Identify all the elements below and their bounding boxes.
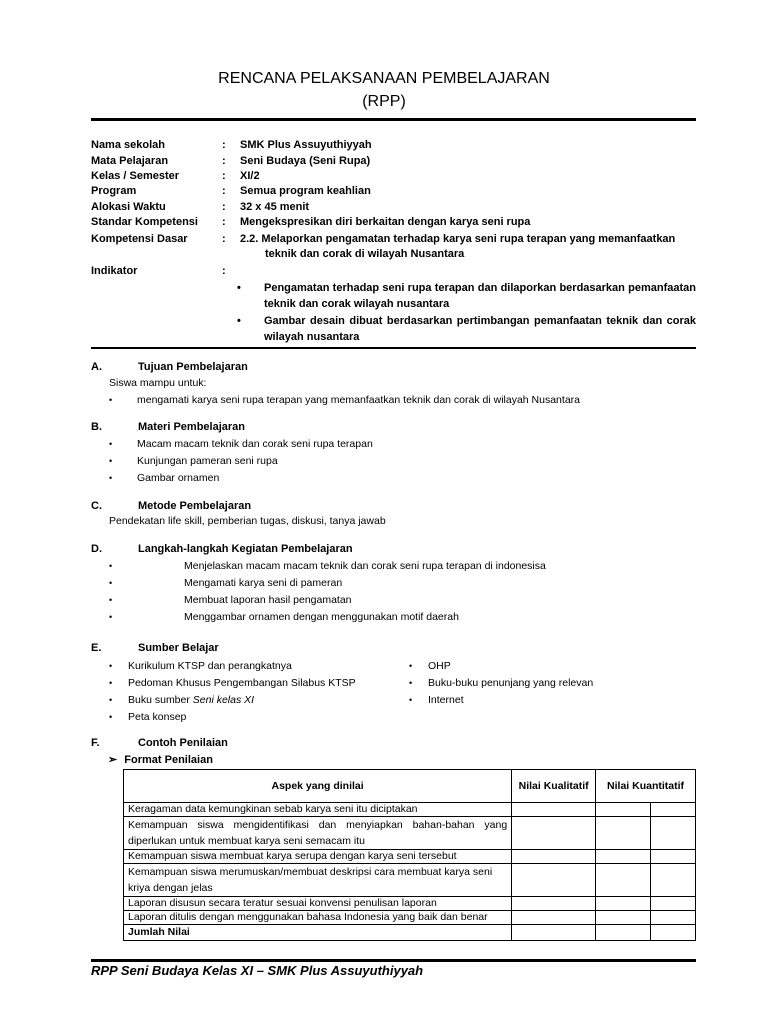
info-colon: : <box>222 233 226 245</box>
info-colon: : <box>222 265 226 277</box>
info-label: Alokasi Waktu <box>91 201 166 213</box>
assessment-table <box>123 769 696 941</box>
table-cell-aspek: Laporan ditulis dengan menggunakan bahasa Indonesia yang baik dan benar <box>124 911 512 925</box>
info-label: Kelas / Semester <box>91 170 180 182</box>
document-title: RENCANA PELAKSANAAN PEMBELAJARAN <box>218 70 550 87</box>
info-row <box>91 139 696 154</box>
format-penilaian-label: ➢ Format Penilaian <box>108 754 213 766</box>
table-row <box>124 850 696 864</box>
info-label: Indikator <box>91 265 138 277</box>
info-value: Seni Budaya (Seni Rupa) <box>240 155 371 167</box>
table-cell-aspek: Kemampuan siswa mengidentifikasi dan menyiapkan bahan-bahan yang diperlukan untuk membuat karya seni semacam itu <box>124 817 512 850</box>
info-row <box>91 185 696 200</box>
info-value: 32 x 45 menit <box>240 201 310 213</box>
info-row <box>91 170 696 185</box>
info-row <box>91 248 696 263</box>
table-row <box>124 803 696 817</box>
info-colon: : <box>222 170 226 182</box>
info-colon: : <box>222 155 226 167</box>
info-value: SMK Plus Assuyuthiyyah <box>240 139 372 151</box>
title-rule <box>91 118 696 121</box>
info-row <box>91 216 696 231</box>
info-row <box>91 201 696 216</box>
document-subtitle: (RPP) <box>362 93 406 110</box>
info-value: teknik dan corak di wilayah Nusantara <box>265 248 465 260</box>
info-label: Nama sekolah <box>91 139 165 151</box>
info-colon: : <box>222 216 226 228</box>
info-value: 2.2. Melaporkan pengamatan terhadap karya seni rupa terapan yang memanfaatkan <box>240 233 676 245</box>
section-c-text: Pendekatan life skill, pemberian tugas, diskusi, tanya jawab <box>109 515 386 527</box>
info-label: Program <box>91 185 137 197</box>
info-label: Standar Kompetensi <box>91 216 198 228</box>
section-a-intro: Siswa mampu untuk: <box>109 377 207 389</box>
info-value: XI/2 <box>240 170 260 182</box>
indicator-item: • Gambar desain dibuat berdasarkan pertimbangan pemanfaatan teknik dan corak wilayah nusantara <box>237 315 696 343</box>
page-footer: RPP Seni Budaya Kelas XI – SMK Plus Assuyuthiyyah <box>91 963 424 978</box>
table-cell-aspek: Keragaman data kemungkinan sebab karya seni itu diciptakan <box>124 803 512 817</box>
table-row <box>124 897 696 911</box>
table-cell-aspek: Kemampuan siswa merumuskan/membuat deskripsi cara membuat karya seni kriya dengan jelas <box>124 864 512 897</box>
table-cell-aspek: Laporan disusun secara teratur sesuai konvensi penulisan laporan <box>124 897 512 911</box>
table-header-row <box>124 770 696 803</box>
table-total-row <box>124 925 696 941</box>
info-row <box>91 233 696 248</box>
table-header-kualitatif: Nilai Kualitatif <box>512 770 596 803</box>
table-total-label: Jumlah Nilai <box>124 925 512 941</box>
table-row <box>124 817 696 850</box>
info-label: Mata Pelajaran <box>91 155 169 167</box>
arrow-icon: ➢ <box>108 754 118 766</box>
footer-rule <box>91 959 696 962</box>
table-row <box>124 864 696 897</box>
table-cell-aspek: Kemampuan siswa membuat karya serupa dengan karya seni tersebut <box>124 850 512 864</box>
info-value: Mengekspresikan diri berkaitan dengan karya seni rupa <box>240 216 531 228</box>
info-label: Kompetensi Dasar <box>91 233 188 245</box>
info-row <box>91 155 696 170</box>
info-colon: : <box>222 139 226 151</box>
info-rule <box>91 347 696 349</box>
info-colon: : <box>222 185 226 197</box>
info-row <box>91 265 696 280</box>
info-value: Semua program keahlian <box>240 185 371 197</box>
info-colon: : <box>222 201 226 213</box>
book-title: Seni kelas XI <box>192 694 255 706</box>
indicator-item: • Pengamatan terhadap seni rupa terapan dan dilaporkan berdasarkan pemanfaatan teknik dan corak wilayah nusantara <box>237 282 696 310</box>
table-header-aspek: Aspek yang dinilai <box>124 770 512 803</box>
table-row <box>124 911 696 925</box>
table-header-kuantitatif: Nilai Kuantitatif <box>596 770 696 803</box>
